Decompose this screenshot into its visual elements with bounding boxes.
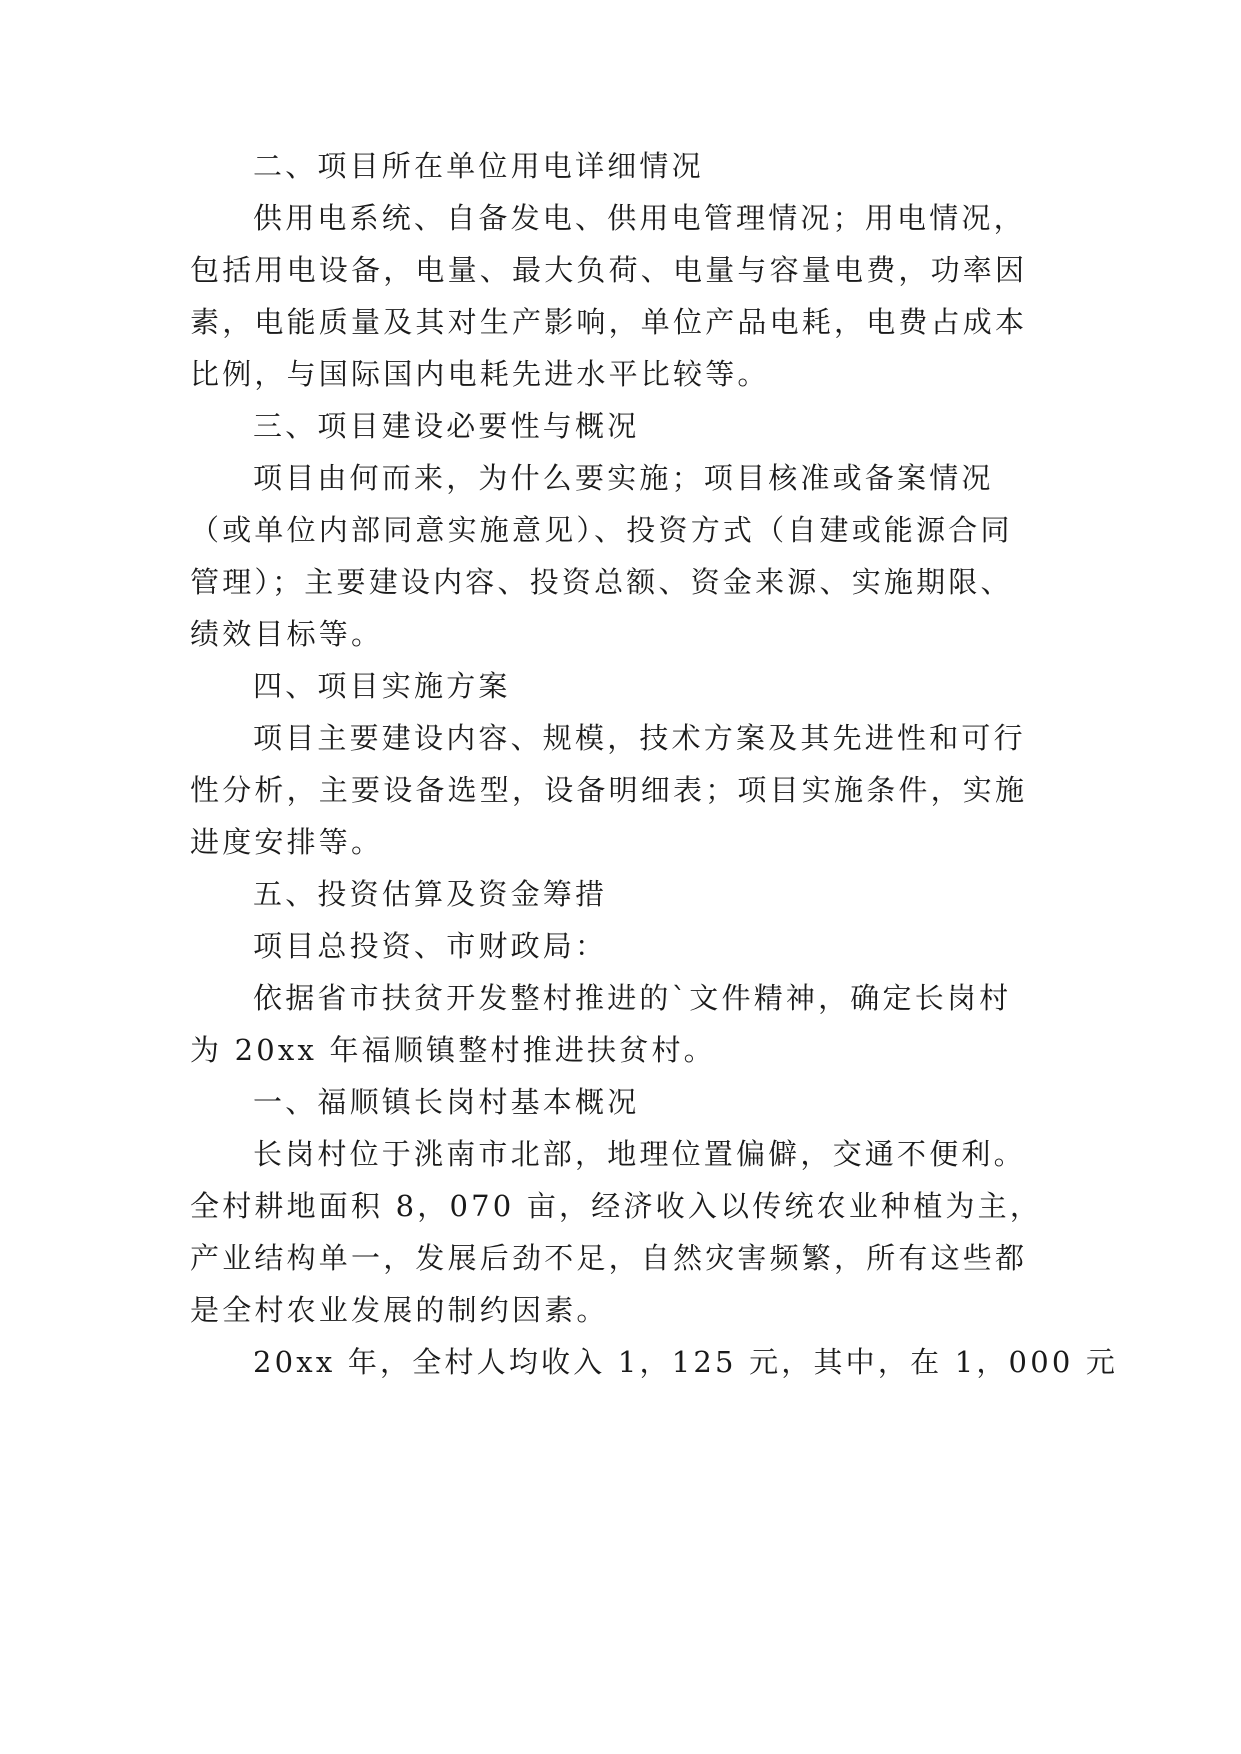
paragraph-line: 素，电能质量及其对生产影响，单位产品电耗，电费占成本 [190, 305, 1028, 339]
section-heading-4: 四、项目实施方案 [253, 669, 511, 703]
paragraph-line: 进度安排等。 [190, 825, 384, 859]
paragraph-line: 项目主要建设内容、规模，技术方案及其先进性和可行 [253, 721, 1026, 755]
paragraph-line: 项目由何而来，为什么要实施；项目核准或备案情况 [253, 461, 994, 495]
paragraph-line: （或单位内部同意实施意见）、投资方式（自建或能源合同 [190, 513, 1013, 547]
paragraph-line: 全村耕地面积 8，070 亩，经济收入以传统农业种植为主， [190, 1189, 1043, 1223]
paragraph-line: 长岗村位于洮南市北部，地理位置偏僻，交通不便利。 [253, 1137, 1026, 1171]
paragraph-line: 绩效目标等。 [190, 617, 384, 651]
paragraph-line: 依据省市扶贫开发整村推进的`文件精神，确定长岗村 [253, 981, 1012, 1015]
section-heading-5: 五、投资估算及资金筹措 [253, 877, 608, 911]
paragraph-line: 20xx 年，全村人均收入 1，125 元，其中，在 1，000 元 [253, 1345, 1119, 1379]
paragraph-line: 包括用电设备，电量、最大负荷、电量与容量电费，功率因 [190, 253, 1028, 287]
section-heading-2: 二、项目所在单位用电详细情况 [253, 149, 704, 183]
paragraph-line: 性分析，主要设备选型，设备明细表；项目实施条件，实施 [190, 773, 1028, 807]
section-heading-3: 三、项目建设必要性与概况 [253, 409, 640, 443]
paragraph-line: 管理）；主要建设内容、投资总额、资金来源、实施期限、 [190, 565, 1013, 599]
paragraph-line: 为 20xx 年福顺镇整村推进扶贫村。 [190, 1033, 716, 1067]
section-heading-1: 一、福顺镇长岗村基本概况 [253, 1085, 640, 1119]
paragraph-line: 是全村农业发展的制约因素。 [190, 1293, 609, 1327]
paragraph-line: 供用电系统、自备发电、供用电管理情况；用电情况， [253, 201, 1026, 235]
paragraph-line: 比例，与国际国内电耗先进水平比较等。 [190, 357, 770, 391]
paragraph-line: 项目总投资、市财政局： [253, 929, 608, 963]
paragraph-line: 产业结构单一，发展后劲不足，自然灾害频繁，所有这些都 [190, 1241, 1028, 1275]
